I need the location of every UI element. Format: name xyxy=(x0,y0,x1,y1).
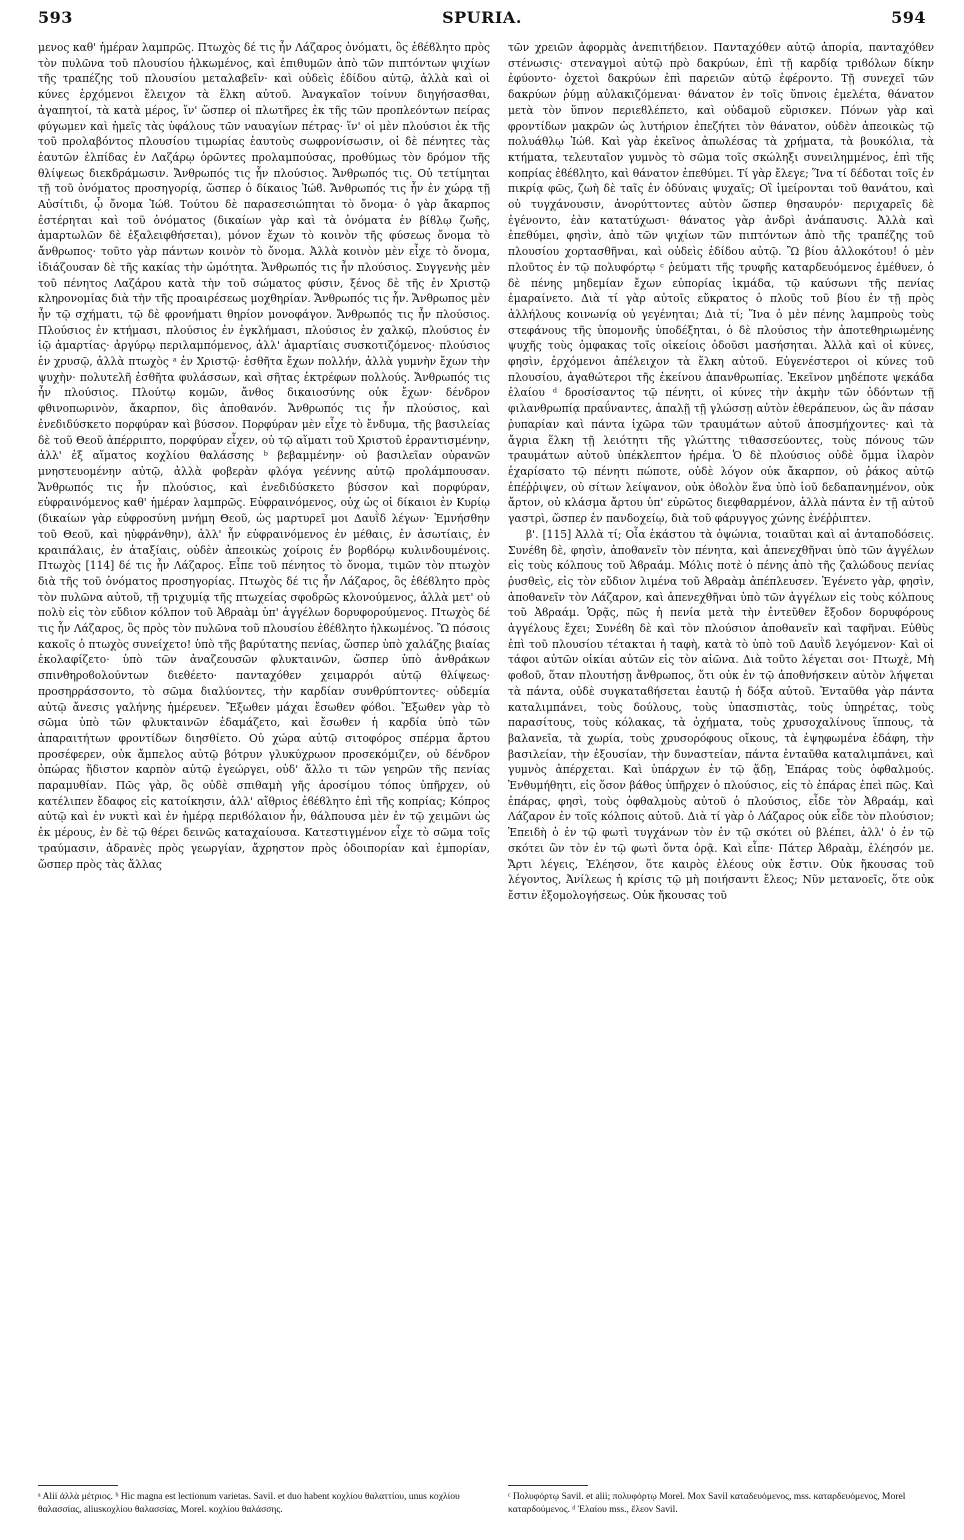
footnote-text-right: ᶜ Πολυφόρτῳ Savil. et alii; πολυφόρτῳ Morel. Mox Savil καταδευόμενος, mss. καταρδευόμενος, Morel καταρδούμενος. ᵈ Ἐλαίου mss., ἔλεον Savil. xyxy=(508,1491,906,1515)
right-text-column xyxy=(508,40,934,1480)
left-paragraph: μενος καθ' ἡμέραν λαμπρῶς. Πτωχὸς δέ τις ἦν Λάζαρος ὀνόματι, ὃς ἐϐέϐλητο πρὸς τὸν πυλῶνα τοῦ πλουσίου ἡλκωμένος, καὶ ἐπιθυμῶν ἀπὸ τῶν πιπτόντων ψιχίων τῆς τραπέζης τοῦ πλουσίου μεταλαβεῖν· καὶ οὐδεὶς ἐδίδου αὐτῷ, ἀλλὰ καὶ οἱ κύνες ἐρχόμενοι ἔλειχον τὰ ἕλκη αὐτοῦ. Ἀναγκαῖον τοίνυν διηγήσασθαι, ἀγαπητοί, τὰ κατὰ μέρος, ἵν' ὥσπερ οἱ πλωτῆρες ἐκ τῆς τῶν προπλεόντων πείρας φύγωμεν καὶ ἡμεῖς τὰς ὑφάλους τῶν ναυαγίων πέτρας· ἵν' οἱ μὲν πλούσιοι ἐκ τῆς τοῦ προλαβόντος πλουσίου τιμωρίας ἑαυτοὺς σωφρονίσωσιν, οἱ δὲ πένητες τὰς ἑαυτῶν ἐλπίδας ἐν Λαζάρῳ ὁρῶντες προλαμπούσας, προθύμως τὸν δρόμον τῆς θλίψεως διεκδράμωσιν. Ἄνθρωπός τις ἦν πλούσιος. Ἄνθρωπός τις. Οὐ τετίμηται τῇ τοῦ ὀνόματος προσηγορίᾳ, ὥσπερ ὁ δίκαιος Ἰώϐ. Ἄνθρωπός τις ἦν ἐν χώρᾳ τῇ Αὐσίτιδι, ᾧ ὄνομα Ἰώϐ. Τούτου δὲ παρασεσιώπηται τὸ ὄνομα· ὁ γὰρ ἄκαρπος ἐστέρηται καὶ τοῦ ὀνόματος (δικαίων γὰρ καὶ τὰ ὀνόματα ἐν βίϐλῳ ζωῆς, ἁμαρτωλῶν δὲ ἐξαλειφθήσεται), μόνον ἔχων τὸ κοινὸν τῆς φύσεως ὄνομα τὸ ἄνθρωπος· τοῦτο γὰρ πάντων κοινὸν τὸ ὄνομα. Ἀλλὰ κοινὸν μὲν εἶχε τὸ ὄνομα, ἰδιάζουσαν δὲ τῆς κακίας τὴν ὠμότητα. Ἄνθρωπός τις ἦν πλούσιος. Συγγενὴς μὲν τοῦ πένητος Λαζάρου κατὰ τὴν τοῦ σώματος φύσιν, ξένος δὲ τῆς ἐν Χριστῷ κληρονομίας διὰ τὴν τῆς προαιρέσεως μοχθηρίαν. Ἄνθρωπός τις ἦν. Ἄνθρωπος μὲν ἦν τῷ σχήματι, τῷ δὲ φρονήματι θηρίον μονοφάγον. Ἄνθρωπός τις ἦν πλούσιος. Πλούσιος ἐν κτήμασι, πλούσιος ἐν ἐγκλήμασι, πλούσιος ἐν χαλκῷ, πλούσιος ἐν ἰῷ ἁμαρτίας· ἀργύρῳ περιλαμπόμενος, ἀλλ' ἁμαρτίαις συσκοτιζόμενος· πλούσιος ἐν χρυσῷ, ἀλλὰ πτωχὸς ᵃ ἐν Χριστῷ· ἐσθῆτα ἔχων πολλήν, ἀλλὰ γυμνὴν ἔχων τὴν ψυχὴν· πολυτελῆ ἐσθῆτα φυλάσσων, καὶ σῆτας ἐκτρέφων πολλούς. Ἄνθρωπός τις ἦν πλούσιος. Πλούτῳ κομῶν, ἄνθος δικαιοσύνης οὐκ ἔχων· δένδρον φθινοπωρινὸν, ἄκαρπον, δὶς ἀποθανόν. Ἄνθρωπός τις ἦν πλούσιος, καὶ ἐνεδιδύσκετο πορφύραν καὶ βύσσον. Πορφύραν μὲν εἶχε τὸ ἔνδυμα, τῆς βασιλείας δὲ τοῦ Θεοῦ ἀπέρριπτο, πορφύραν εἶχεν, οὐ τῷ αἵματι τοῦ Χριστοῦ ἐρραντισμένην, ἀλλ' ἐξ αἵματος κοχλίου θαλάσσης ᵇ βεβαμμένην· οὐ βασιλεῖαν οὐρανῶν μνηστευομένην αὐτῷ, ἀλλὰ φοβερὰν φλόγα γεέννης αὐτῷ προλάμπουσαν. Ἄνθρωπός τις ἦν πλούσιος, καὶ ἐνεδιδύσκετο βύσσον καὶ πορφύραν, εὐφραινόμενος καθ' ἡμέραν λαμπρῶς. Εὐφραινόμενος, οὐχ ὡς οἱ δίκαιοι ἐν Κυρίῳ (δικαίων γὰρ εὐφροσύνη μνήμη Θεοῦ, ὡς μαρτυρεῖ μοι Δαυῒδ λέγων· Ἐμνήσθην τοῦ Θεοῦ, καὶ ηὐφράνθην), ἀλλ' ἦν εὐφραινόμενος ἐν μέθαις, ἐν ἀσωτίαις, ἐν κραιπάλαις, ἐν ἀταξίαις, οὐδὲν ἀπεοικὼς χοίροις ἐν βορϐόρῳ κυλινδουμένοις. Πτωχὸς [114] δέ τις ἦν Λάζαρος. Εἶπε τοῦ πένητος τὸ ὄνομα, τιμῶν τὸν πτωχὸν διὰ τῆς τοῦ ὀνόματος προσηγορίας. Πτωχὸς δέ τις ἦν Λάζαρος, ὃς ἐϐέϐλητο πρὸς τὸν πυλῶνα αὐτοῦ, τῇ τριχυμίᾳ τῆς πτωχείας σφοδρῶς κλονούμενος, ἀλλὰ μετ' οὐ πολὺ εἰς τὸν εὔδιον κόλπον τοῦ Ἀϐραὰμ ὑπ' ἀγγέλων δορυφορούμενος. Πτωχὸς δέ τις ἦν Λάζαρος, ὃς πρὸς τὸν πυλῶνα τοῦ πλουσίου ἐϐέϐλητο ἡλκωμένος. Ὢ πόσοις κακοῖς ὁ πτωχὸς συνείχετο! ὑπὸ τῆς βαρύτατης πενίας, ὥσπερ ὑπὸ χαλάζης βιαίας ἐκολαφίζετο· ὑπὸ τῶν ἀναζεουσῶν φλυκταινῶν, ὥσπερ ὑπὸ ἀνθράκων σπινθηροϐολούντων διεθέετο· πανταχόθεν χειμαρρόι αὐτῷ θλίψεως· προσηρράσσοντο, τὸ σῶμα διαλύοντες, τὴν καρδίαν συνθρύπτοντες· οὐδεμία αὐτῷ ἄνεσις γαλήνης ἡμέρευεν. Ἔξωθεν μάχαι ἔσωθεν φόϐοι. Ἔξωθεν γὰρ τὸ σῶμα ὑπὸ τῶν φλυκταινῶν ἐδαμάζετο, καὶ ἔσωθεν ἡ καρδία ὑπὸ τῶν ἀπαραιτήτων φροντίδων διησθίετο. Οὐ χώρα αὐτῷ σιτοφόρος σπέρμα ἄρτου προσέφερεν, οὐκ ἄμπελος αὐτῷ βότρυν γλυκύχρωον προσεκόμιζεν, οὐ δένδρον ὀπώρας ἥδιστον καρπὸν αὐτῷ ἐγεώργει, οὐδ' ἄλλο τι τῶν γεηρῶν τῆς πενίας παραμυθίαν. Πῶς γὰρ, ὃς οὐδὲ σπιθαμὴ γῆς ἀροσίμου τόπος ὑπῆρχεν, οὐ κατέλιπεν ἔδαφος εἰς κατοίκησιν, ἀλλ' αἴθριος ἐϐέϐλητο ἐπὶ τῆς κοπρίας; Κόπρος αὐτῷ καὶ ἐν νυκτὶ καὶ ἐν ἡμέρᾳ περιϐόλαιον ἦν, θάλπουσα μὲν ἐν τῷ χειμῶνι ὡς ἐκ μέρους, ἐν δὲ τῷ θέρει δεινῶς καταχαίουσα. Κατεστιγμένον εἶχε τὸ σῶμα τοῖς τραύμασιν, ἀδρανὲς πρὸς γεωργίαν, ἄχρηστον πρὸς ὁδοιπορίαν καὶ ἐμπορίαν, ὥσπερ πρὸς τὰς ἄλλας xyxy=(38,41,490,871)
right-paragraph-1: τῶν χρειῶν ἀφορμὰς ἀνεπιτήδειον. Πανταχόθεν αὐτῷ ἀπορία, πανταχόθεν στένωσις· στεναγμοὶ αὐτῷ πρὸ δακρύων, ἐπὶ τῇ καρδίᾳ τριϐόλων δίκην ἐφύοντο· ὀχετοὶ δακρύων ἐπὶ παρειῶν αὐτῷ ἐφέροντο. Τῇ συνεχεῖ τῶν δακρύων ῥύμῃ αὐλακιζόμεναι· θάνατον ἐν τοῖς ὕπνοις ἐμελέτα, θάνατον μετὰ τὸν ὕπνον περιεϐλέπετο, καὶ οὐδαμοῦ εὕρισκεν. Πόνων γὰρ καὶ φροντίδων μακρῶν ὡς λυτήριον ἐπεζήτει τὸν θάνατον, οὐδὲν ἀπεοικὼς τῷ πολυάθλῳ Ἰώϐ. Καὶ γὰρ ἐκεῖνος ἀπωλέσας τὰ χρήματα, τὰ βουκόλια, τὰ κτήματα, τελευταῖον γυμνὸς τὸ σῶμα τοῖς σκώληξι συνειλημμένος, ἐπὶ τῆς κοπρίας ἐϐέϐλητο, καὶ θάνατον ἐπεθύμει. Τί γὰρ ἔλεγε; Ἵνα τί δέδοται τοῖς ἐν πικρίᾳ φῶς, ζωὴ δὲ ταῖς ἐν ὀδύναις ψυχαῖς; Οἳ ἱμείρονται τοῦ θανάτου, καὶ οὐ τυγχάνουσιν, ἀνορύττοντες αὐτὸν ὥσπερ θησαυρόν· περιχαρεῖς δὲ ἐγένοντο, ἐὰν κατατύχωσι· θάνατος γὰρ ἀνδρὶ ἀνάπαυσις. Ἀλλὰ καὶ ἐπεθύμει, φησὶν, ἀπὸ τῶν ψιχίων τῶν πιπτόντων ἀπὸ τῆς τραπέζης τοῦ πλουσίου χορτασθῆναι, καὶ οὐδεὶς ἐδίδου αὐτῷ. Ὢ βίου ἀλλοκότου! ὁ μὲν πλοῦτος ἐν τῷ πολυφόρτῳ ᶜ ῥεύματι τῆς τρυφῆς καταρδευόμενος ἐμέθυεν, ὁ δὲ πένης μηδεμίαν ἔχων εὐπορίας ἰκμάδα, τῷ καύσωνι τῆς πενίας ἐμαραίνετο. Διὰ τί γὰρ αὐτοῖς εὔκρατος ὁ πλοῦς τοῦ βίου ἐν τῇ πρὸς ἀλλήλους κοινωνίᾳ οὐ γεγένηται; Διὰ τί; Ἵνα ὁ μὲν πένης λαμπροὺς τοὺς στεφάνους τῆς ὑπομονῆς ὑποδέξηται, ὁ δὲ πλούσιος τὴν ἀποτεθηριωμένης ψυχῆς τοὺς ὀμφακας τοῖς οἰκείοις ὀδοῦσι μασήσηται. Ἀλλὰ καὶ οἱ κύνες, φησὶν, ἐρχόμενοι ἀπέλειχον τὰ ἕλκη αὐτοῦ. Εὐγενέστεροι οἱ κύνες τοῦ πλουσίου, ἀγαθώτεροι τῆς ἐκείνου ἀπανθρωπίας. Ἐκεῖνον μηδέποτε ψεκάδα ἐλαίου ᵈ δροσίσαντος τῷ πένητι, οἱ κύνες τὴν ἀκμὴν τῶν ὀδόντων τῇ φιλανθρωπίᾳ πραΰναντες, ἁπαλῇ τῇ γλώσσῃ αὐτὸν ἐθεράπευον, ὡς ἂν πάσαν ῥυπαρίαν καὶ πάντα ἰχῶρα τῶν τραυμάτων αὐτοῦ ἀποσμήχοντες· καὶ τὰ ἄγρια ἕλκη τῇ λειότητι τῆς γλώττης τιθασσεύοντες, τοὺς πόνους τῶν τραυμάτων αὐτοῦ ὑπέκλεπτον ἠρέμα. Ὁ δὲ πλούσιος οὐδὲ ὄμμα ἱλαρὸν ἐχαρίσατο τῷ πένητι πώποτε, οὐδὲ λόγον οὐκ ἄκαρπον, οὐ ῥάκος αὐτῷ ἐπέῤῥιψεν, οὐ σίτων λείψανον, οὐκ ὀϐολὸν ἕνα ὑπὸ ἰοῦ δεδαπανημένον, οὐκ ἄρτον, οὐ κλάσμα ἄρτου ὑπ' εὐρῶτος διεφθαρμένον, ἀλλὰ πάντα ἐν τῇ αὐτοῦ γαστρὶ, ὥσπερ ἐν πανδοχείῳ, διὰ τοῦ φάρυγγος χώνης ἐνέῤῥιπτεν. xyxy=(508,41,934,526)
footnotes-right xyxy=(508,1490,934,1516)
footnote-rule-right xyxy=(508,1485,588,1486)
footnote-text-left: ᵃ Alii ἀλλὰ μέτριος. ᵇ Hic magna est lectionum varietas. Savil. et duo habent κοχλίου θαλαττίου, unus κοχλίου θαλασσίας, aliusκοχλίου θαλασσίας, Morel. κοχλίου θαλάσσης. xyxy=(38,1491,460,1515)
footnote-rule-left xyxy=(38,1485,118,1486)
right-paragraph-2: β'. [115] Ἀλλὰ τί; Οἷα ἑκάστου τὰ ὀψώνια, τοιαῦται καὶ αἱ ἀνταποδόσεις. Συνέϐη δὲ, φησὶν, ἀποθανεῖν τὸν πένητα, καὶ ἀπενεχθῆναι ὑπὸ τῶν ἀγγέλων εἰς τοὺς κόλπους τοῦ Ἀϐραάμ. Μόλις ποτὲ ὁ πένης ἀπὸ τῆς ζαλώδους πενίας ῥυσθεὶς, εἰς τὸν εὔδιον λιμένα τοῦ Ἀϐραὰμ ἀπέπλευσεν. Ἐγένετο γὰρ, φησὶν, ἀποθανεῖν τὸν Λάζαρον, καὶ ἀπενεχθῆναι ὑπὸ τῶν ἀγγέλων εἰς τοὺς κόλπους τοῦ Ἀϐραάμ. Ὁρᾷς, πῶς ἡ πενία μετὰ τὴν ἐντεῦθεν ἔξοδον δορυφόρους ἀγγέλους ἔχει; Συνέϐη δὲ καὶ τὸν πλούσιον ἀποθανεῖν καὶ ταφῆναι. Εὐθὺς ἐπὶ τοῦ πλουσίου τέτακται ἡ ταφὴ, κατὰ τὸ ὑπὸ τοῦ Δαυῒδ λεγόμενον· Καὶ οἱ τάφοι αὐτῶν οἰκίαι αὐτῶν εἰς τὸν αἰῶνα. Διὰ τοῦτο λέγεται σοι· Πτωχὲ, Μὴ φοϐοῦ, ὅταν πλουτήσῃ ἄνθρωπος, ὅτι οὐκ ἐν τῷ ἀποθνήσκειν αὐτὸν λήψεται τὰ πάντα, οὐδὲ συγκαταϐήσεται ἑαυτῷ ἡ δόξα αὐτοῦ. Ἐνταῦθα γὰρ πάντα καταλιμπάνει, τοὺς δούλους, τοὺς ὑπασπιστὰς, τοὺς ὑπηρέτας, τοὺς παρασίτους, τοὺς κόλακας, τὰ ὀχήματα, τοὺς χρυσοχαλίνους ἵππους, τὰ βαλανεῖα, τὰ χωρία, τοὺς χρυσορόφους οἴκους, τὰ ἐψηφωμένα ἐδάφη, τὴν βασιλείαν, τὴν ἐξουσίαν, τὴν δυναστείαν, πάντα ἐνταῦθα καταλιμπάνει, καὶ γυμνὸς ἀπέρχεται. Καὶ ὑπάρχων ἐν τῷ ᾅδῃ, Ἐπάρας τοὺς ὀφθαλμούς. Ἐνθυμήθητι, εἰς ὅσον βάθος ὑπῆρχεν ὁ πλούσιος, εἰς τὸ ἐπάρας ἐπεὶ πῶς. Καὶ ἐπάρας, φησὶ, τοὺς ὀφθαλμοὺς αὐτοῦ ὁ πλούσιος, εἶδε τὸν Ἀϐραάμ, καὶ Λάζαρον ἐν τοῖς κόλποις αὐτοῦ. Διὰ τί γὰρ ὁ Λάζαρος οὐκ εἶδε τὸν πλούσιον; Ἐπειδὴ ὁ ἐν τῷ φωτὶ τυγχάνων τὸν ἐν τῷ σκότει οὐ βλέπει, ἀλλ' ὁ ἐν τῷ σκότει ὢν τὸν ἐν τῷ φωτὶ ὄντα ὁρᾷ. Καὶ εἶπε· Πάτερ Ἀϐραὰμ, ἐλέησόν με. Ἄρτι λέγεις, Ἐλέησον, ὅτε καιρὸς ἐλέους οὐκ ἔστιν. Οὐκ ἤκουσας τοῦ λέγοντος, Ἀνίλεως ἡ κρίσις τῷ μὴ ποιήσαντι ἔλεος; Νῦν μετανοεῖς, ὅτε οὐκ ἔστιν ἐξομολογήσεως. Οὐκ ἤκουσας τοῦ xyxy=(508,527,934,902)
left-text-column xyxy=(38,40,490,1480)
running-title: SPURIA. xyxy=(442,8,522,27)
running-header xyxy=(30,8,934,34)
page-number-right: 594 xyxy=(891,8,926,27)
page-number-left: 593 xyxy=(38,8,73,27)
footnotes-left xyxy=(38,1490,490,1516)
